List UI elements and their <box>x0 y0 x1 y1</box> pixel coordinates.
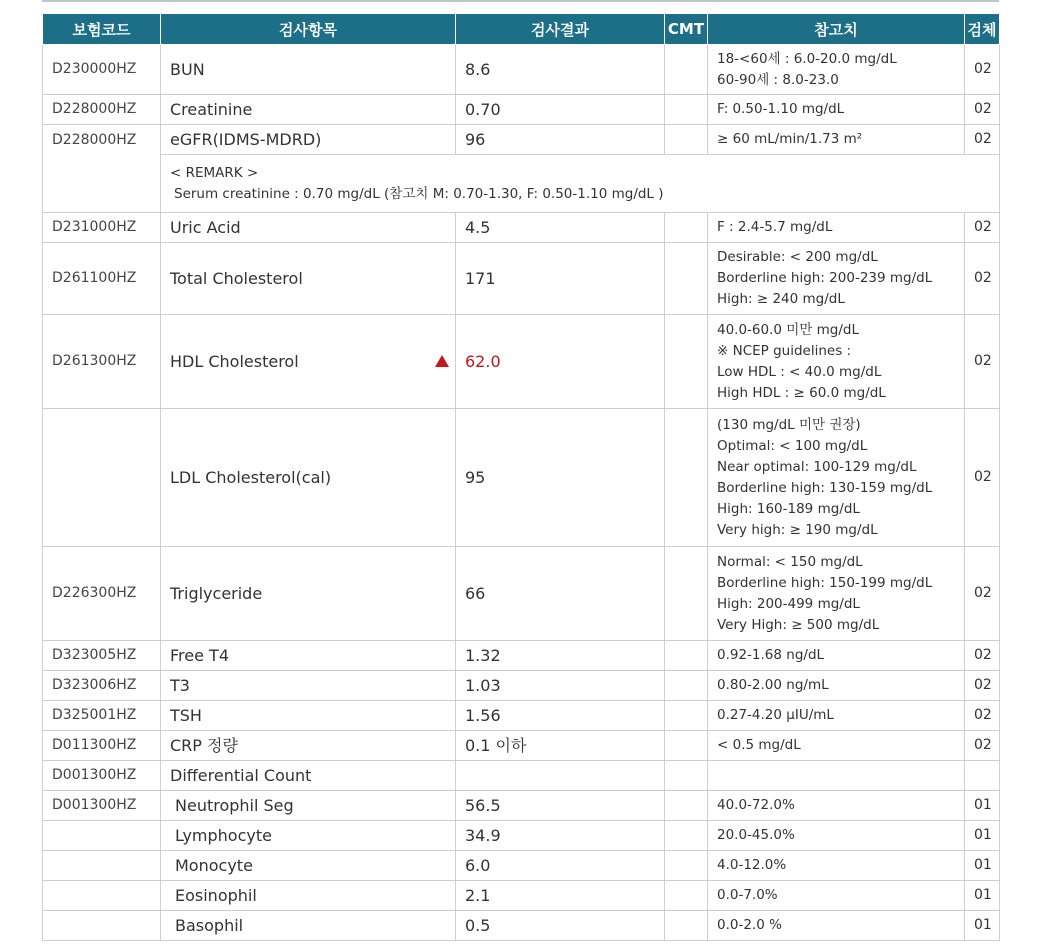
row-item: T3 <box>161 671 456 701</box>
remark-row <box>43 155 1000 213</box>
row-item: Triglyceride <box>161 547 456 641</box>
row-cmt <box>665 95 708 125</box>
reference-line: 60-90세 : 8.0-23.0 <box>717 71 839 88</box>
table-row <box>43 911 1000 941</box>
row-item: LDL Cholesterol(cal) <box>161 409 456 547</box>
table-row <box>43 821 1000 851</box>
row-reference <box>708 409 965 547</box>
row-result: 34.9 <box>456 821 665 851</box>
table-row <box>43 547 1000 641</box>
row-cmt <box>665 641 708 671</box>
row-reference <box>708 213 965 243</box>
table-row <box>43 125 1000 155</box>
reference-line: 20.0-45.0% <box>717 827 795 843</box>
row-specimen: 02 <box>965 125 1000 155</box>
row-reference <box>708 243 965 315</box>
row-result: 66 <box>456 547 665 641</box>
row-cmt <box>665 761 708 791</box>
reference-line: F: 0.50-1.10 mg/dL <box>717 101 845 117</box>
header-specimen: 검체 <box>965 14 1000 45</box>
row-code: D230000HZ <box>43 45 161 95</box>
reference-line: 0.27-4.20 μIU/mL <box>717 707 834 723</box>
table-row <box>43 881 1000 911</box>
header-cmt: CMT <box>665 14 708 45</box>
reference-line: F : 2.4-5.7 mg/dL <box>717 219 833 235</box>
row-cmt <box>665 731 708 761</box>
table-row <box>43 641 1000 671</box>
row-item: Free T4 <box>161 641 456 671</box>
row-cmt <box>665 821 708 851</box>
row-code: D325001HZ <box>43 701 161 731</box>
row-result-high <box>456 315 665 409</box>
reference-line: Normal: < 150 mg/dL <box>717 553 863 570</box>
row-result: 56.5 <box>456 791 665 821</box>
reference-line: ※ NCEP guidelines : <box>717 342 852 359</box>
reference-line: Very high: ≥ 190 mg/dL <box>717 521 878 538</box>
table-row <box>43 45 1000 95</box>
reference-line: Optimal: < 100 mg/dL <box>717 437 868 454</box>
row-result: 171 <box>456 243 665 315</box>
remark-text: Serum creatinine : 0.70 mg/dL (참고치 M: 0.70-1.30, F: 0.50-1.10 mg/dL ) <box>174 185 664 202</box>
row-specimen: 02 <box>965 701 1000 731</box>
reference-line: Low HDL : < 40.0 mg/dL <box>717 363 882 380</box>
row-reference <box>708 821 965 851</box>
row-item: Neutrophil Seg <box>161 791 456 821</box>
row-item: Monocyte <box>161 851 456 881</box>
row-code: D261300HZ <box>43 315 161 409</box>
reference-line: Near optimal: 100-129 mg/dL <box>717 458 917 475</box>
row-code <box>43 911 161 941</box>
row-result: 6.0 <box>456 851 665 881</box>
row-cmt <box>665 315 708 409</box>
header-item: 검사항목 <box>161 14 456 45</box>
row-cmt <box>665 243 708 315</box>
table-row <box>43 671 1000 701</box>
row-reference <box>708 315 965 409</box>
row-result: 96 <box>456 125 665 155</box>
high-flag-icon <box>435 355 449 367</box>
table-row <box>43 409 1000 547</box>
reference-line: Desirable: < 200 mg/dL <box>717 249 878 265</box>
table-row <box>43 851 1000 881</box>
row-cmt <box>665 701 708 731</box>
row-reference <box>708 547 965 641</box>
row-specimen: 01 <box>965 851 1000 881</box>
row-specimen <box>965 761 1000 791</box>
row-cmt <box>665 851 708 881</box>
reference-line: High HDL : ≥ 60.0 mg/dL <box>717 384 886 401</box>
table-row <box>43 731 1000 761</box>
row-item: Eosinophil <box>161 881 456 911</box>
row-result: 0.70 <box>456 95 665 125</box>
row-cmt <box>665 547 708 641</box>
table-row <box>43 791 1000 821</box>
reference-line: (130 mg/dL 미만 권장) <box>717 416 861 433</box>
row-specimen: 02 <box>965 213 1000 243</box>
row-specimen: 02 <box>965 315 1000 409</box>
row-cmt <box>665 881 708 911</box>
row-result: 1.03 <box>456 671 665 701</box>
header-code: 보험코드 <box>43 14 161 45</box>
top-divider <box>42 0 999 2</box>
table-header-row <box>43 14 1000 45</box>
reference-line: Borderline high: 200-239 mg/dL <box>717 270 933 286</box>
row-item: Lymphocyte <box>161 821 456 851</box>
reference-line: 40.0-60.0 미만 mg/dL <box>717 321 860 338</box>
row-specimen: 02 <box>965 409 1000 547</box>
reference-line: High: ≥ 240 mg/dL <box>717 291 845 307</box>
row-specimen: 02 <box>965 671 1000 701</box>
reference-line: 0.0-2.0 % <box>717 917 782 933</box>
row-result: 1.56 <box>456 701 665 731</box>
table-row <box>43 701 1000 731</box>
reference-line: 4.0-12.0% <box>717 857 787 873</box>
row-item: eGFR(IDMS-MDRD) <box>161 125 456 155</box>
row-item: Differential Count <box>161 761 456 791</box>
row-code: D011300HZ <box>43 731 161 761</box>
reference-line: 40.0-72.0% <box>717 797 795 813</box>
row-item: Total Cholesterol <box>161 243 456 315</box>
reference-line: 0.0-7.0% <box>717 887 778 903</box>
row-specimen: 01 <box>965 791 1000 821</box>
row-code: D323006HZ <box>43 671 161 701</box>
row-code: D226300HZ <box>43 547 161 641</box>
row-specimen: 02 <box>965 95 1000 125</box>
row-cmt <box>665 213 708 243</box>
reference-line: Borderline high: 130-159 mg/dL <box>717 479 933 496</box>
row-code: D323005HZ <box>43 641 161 671</box>
row-specimen: 02 <box>965 731 1000 761</box>
table-row <box>43 213 1000 243</box>
remark-cell <box>161 155 1000 213</box>
row-reference <box>708 45 965 95</box>
row-item: TSH <box>161 701 456 731</box>
row-result <box>456 761 665 791</box>
row-specimen: 01 <box>965 881 1000 911</box>
row-code: D001300HZ <box>43 791 161 821</box>
row-reference <box>708 791 965 821</box>
header-reference: 참고치 <box>708 14 965 45</box>
row-item: Creatinine <box>161 95 456 125</box>
row-result: 95 <box>456 409 665 547</box>
row-specimen: 01 <box>965 821 1000 851</box>
row-item: Basophil <box>161 911 456 941</box>
row-result: 0.5 <box>456 911 665 941</box>
row-cmt <box>665 125 708 155</box>
row-cmt <box>665 791 708 821</box>
table-row <box>43 95 1000 125</box>
row-code: D228000HZ <box>43 125 161 213</box>
row-specimen: 02 <box>965 243 1000 315</box>
reference-line: 0.80-2.00 ng/mL <box>717 677 829 693</box>
reference-line: 0.92-1.68 ng/dL <box>717 647 825 663</box>
row-specimen: 02 <box>965 45 1000 95</box>
row-code: D231000HZ <box>43 213 161 243</box>
row-code: D228000HZ <box>43 95 161 125</box>
row-code: D001300HZ <box>43 761 161 791</box>
row-result: 4.5 <box>456 213 665 243</box>
reference-line: ≥ 60 mL/min/1.73 m² <box>717 131 863 147</box>
row-reference <box>708 95 965 125</box>
result-value: 62.0 <box>465 352 501 371</box>
row-cmt <box>665 409 708 547</box>
row-cmt <box>665 911 708 941</box>
row-reference <box>708 881 965 911</box>
row-result: 2.1 <box>456 881 665 911</box>
row-result: 0.1 이하 <box>456 731 665 761</box>
table-row <box>43 315 1000 409</box>
table-row <box>43 243 1000 315</box>
table-row <box>43 761 1000 791</box>
reference-line: High: 200-499 mg/dL <box>717 595 860 612</box>
reference-line: < 0.5 mg/dL <box>717 737 801 753</box>
row-specimen: 02 <box>965 641 1000 671</box>
row-reference <box>708 641 965 671</box>
row-item: CRP 정량 <box>161 731 456 761</box>
row-code <box>43 821 161 851</box>
row-specimen: 01 <box>965 911 1000 941</box>
row-reference <box>708 671 965 701</box>
remark-title: < REMARK > <box>170 164 259 181</box>
row-specimen: 02 <box>965 547 1000 641</box>
header-result: 검사결과 <box>456 14 665 45</box>
row-cmt <box>665 45 708 95</box>
row-code <box>43 409 161 547</box>
row-code: D261100HZ <box>43 243 161 315</box>
reference-line: Borderline high: 150-199 mg/dL <box>717 574 933 591</box>
row-code <box>43 851 161 881</box>
row-item: HDL Cholesterol <box>161 315 456 409</box>
reference-line: 18-<60세 : 6.0-20.0 mg/dL <box>717 50 897 67</box>
row-reference <box>708 731 965 761</box>
reference-line: High: 160-189 mg/dL <box>717 500 860 517</box>
row-item: BUN <box>161 45 456 95</box>
row-cmt <box>665 671 708 701</box>
reference-line: Very High: ≥ 500 mg/dL <box>717 616 880 633</box>
lab-results-table <box>42 13 1000 941</box>
row-result: 8.6 <box>456 45 665 95</box>
row-reference <box>708 911 965 941</box>
row-reference <box>708 701 965 731</box>
row-code <box>43 881 161 911</box>
row-reference <box>708 851 965 881</box>
row-reference <box>708 761 965 791</box>
row-reference <box>708 125 965 155</box>
row-result: 1.32 <box>456 641 665 671</box>
row-item: Uric Acid <box>161 213 456 243</box>
